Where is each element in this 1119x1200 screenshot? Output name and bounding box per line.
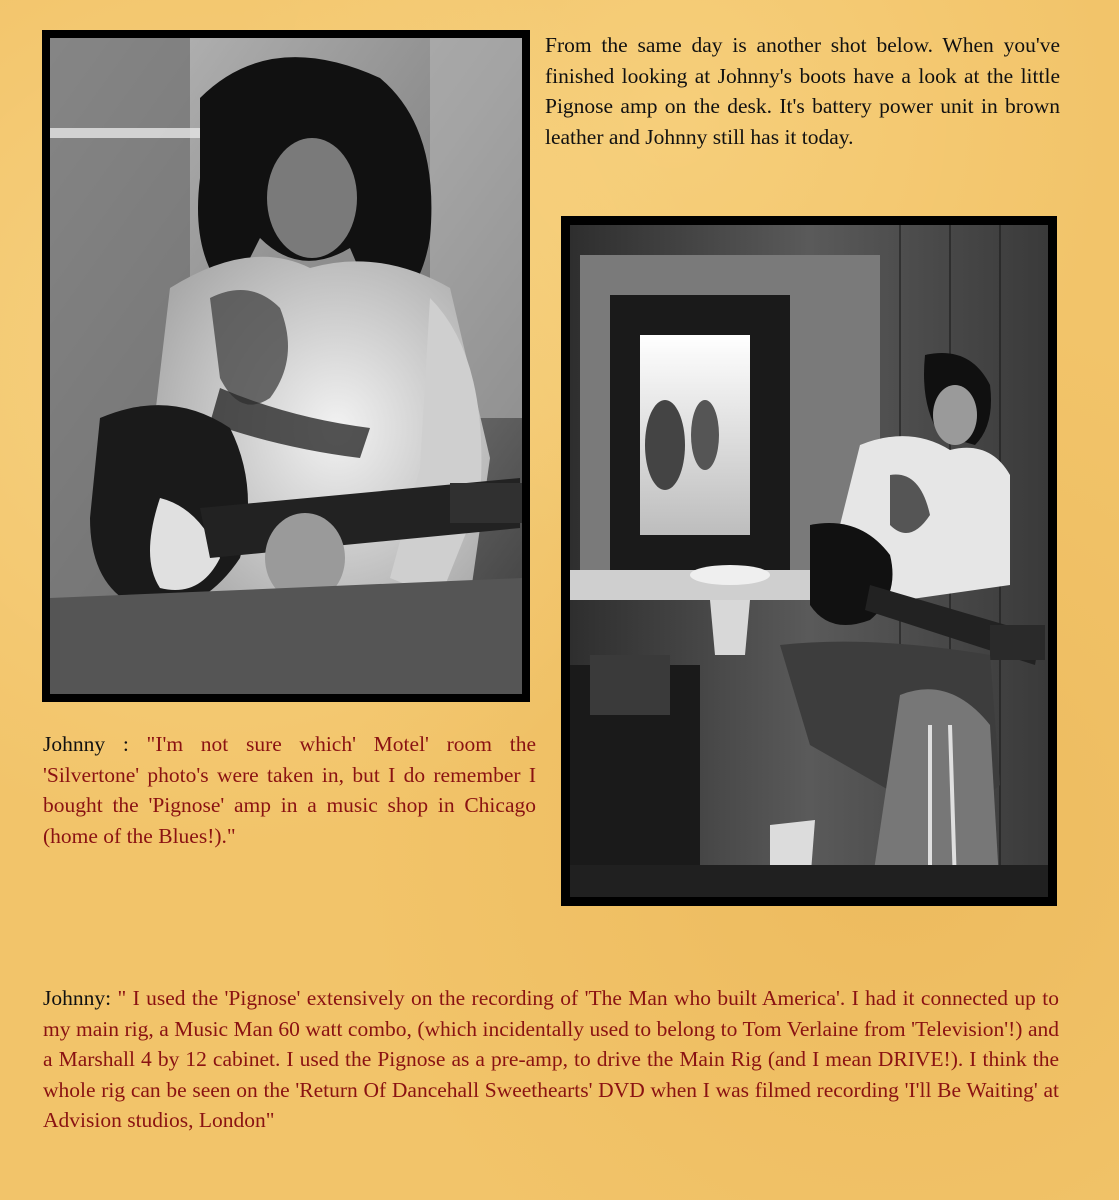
- guitarist-closeup-image: [50, 38, 522, 694]
- quote-text: "I'm not sure which' Motel' room the 'Silvertone' photo's were taken in, but I do remember I bought the 'Pignose' amp in a music shop in Chicago (home of the Blues!).": [43, 732, 537, 848]
- johnny-quote-motel: [43, 729, 536, 851]
- quote-speaker: Johnny :: [43, 732, 147, 756]
- intro-paragraph: From the same day is another shot below. When you've finished looking at Johnny's boots have a look at the little Pignose amp on the desk. It's battery power unit in brown leather and Johnny still has it today.: [545, 33, 1060, 149]
- guitarist-closeup-photo: [42, 30, 530, 702]
- motel-room-photo: [561, 216, 1057, 906]
- johnny-quote-pignose: [43, 983, 1059, 1136]
- quote-speaker: Johnny:: [43, 986, 118, 1010]
- quote-text: " I used the 'Pignose' extensively on the recording of 'The Man who built America'. I had it connected up to my main rig, a Music Man 60 watt combo, (which incidentally used to belong to Tom Verlaine from 'Television'!) and a Marshall 4 by 12 cabinet. I used the Pignose as a pre-amp, to drive the Main Rig (and I mean DRIVE!). I think the whole rig can be seen on the 'Return Of Dancehall Sweethearts' DVD when I was filmed recording 'I'll Be Waiting' at Advision studios, London": [43, 986, 1060, 1132]
- motel-room-image: [570, 225, 1048, 897]
